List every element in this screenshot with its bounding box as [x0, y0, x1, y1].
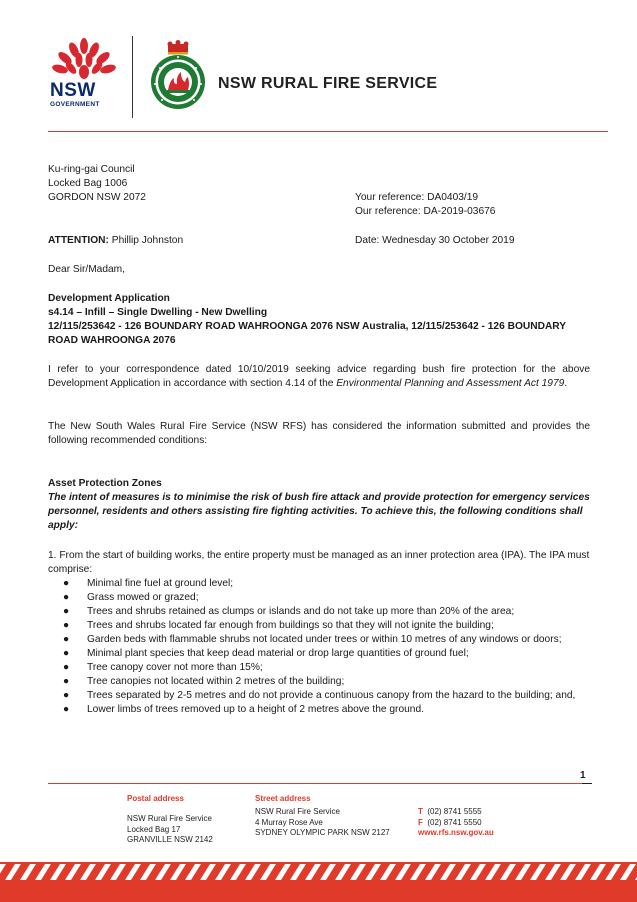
list-item-text: Trees and shrubs located far enough from buildings so that they will not ignite the building;: [87, 620, 494, 631]
waratah-icon: [46, 36, 122, 86]
list-item: [48, 647, 590, 661]
contact-block: [418, 807, 494, 839]
org-name: NSW RURAL FIRE SERVICE: [218, 75, 438, 92]
bullet-icon: ●: [63, 606, 70, 617]
postal-line: NSW Rural Fire Service: [127, 814, 212, 823]
paragraph-correspondence: [48, 363, 590, 391]
letter-date: Date: Wednesday 30 October 2019: [355, 235, 515, 246]
apz-intent: The intent of measures is to minimise the risk of bush fire attack and provide protection for emergency services personnel, residents and others assisting fire fighting activities. To achieve this, the following conditions shall apply:: [48, 492, 590, 531]
paragraph-correspondence-end: .: [564, 378, 568, 389]
subject-address: 12/115/253642 - 126 BOUNDARY ROAD WAHROONGA 2076 NSW Australia, 12/115/253642 - 126 BOUNDARY ROAD WAHROONGA 2076: [48, 321, 566, 346]
list-item-text: Tree canopies not located within 2 metres of the building;: [87, 676, 345, 687]
footer-stripe-band: [0, 862, 637, 902]
attention-line: [48, 234, 183, 248]
header-rule: [48, 131, 608, 132]
postal-address-label: Postal address: [127, 794, 184, 803]
phone-label: T: [418, 807, 423, 816]
list-item: [48, 689, 590, 703]
attention-name: Phillip Johnston: [108, 235, 184, 246]
list-item: [48, 633, 590, 647]
postal-address: [127, 814, 213, 846]
fax-label: F: [418, 817, 423, 827]
attention-label: ATTENTION:: [48, 235, 109, 246]
subject-type: s4.14 – Infill – Single Dwelling - New Dwelling: [48, 307, 268, 318]
list-item-text: Grass mowed or grazed;: [87, 592, 199, 603]
list-item-text: Lower limbs of trees removed up to a height of 2 metres above the ground.: [87, 704, 424, 715]
list-item: [48, 577, 590, 591]
bullet-icon: ●: [63, 676, 70, 687]
bullet-icon: ●: [63, 578, 70, 589]
recipient-line-3: GORDON NSW 2072: [48, 192, 146, 203]
bullet-icon: ●: [63, 690, 70, 701]
fax-number: (02) 8741 5550: [427, 817, 482, 827]
page-number: 1: [580, 770, 586, 781]
list-item-text: Tree canopy cover not more than 15%;: [87, 662, 263, 673]
list-item: [48, 605, 590, 619]
nsw-logo-government: GOVERNMENT: [50, 101, 100, 108]
apz-heading: Asset Protection Zones: [48, 478, 162, 489]
bullet-icon: ●: [63, 620, 70, 631]
subject-heading: Development Application: [48, 293, 170, 304]
street-line: SYDNEY OLYMPIC PARK NSW 2127: [255, 828, 390, 837]
street-address: [255, 807, 390, 839]
phone-line: [418, 807, 494, 818]
list-item: [48, 619, 590, 633]
ipa-requirements-list: [48, 577, 590, 717]
postal-line: GRANVILLE NSW 2142: [127, 835, 213, 844]
paragraph-correspondence-text: I refer to your correspondence dated 10/10/2019 seeking advice regarding bush fire protection for the above Development Application in accordance with section 4.14 of the: [48, 364, 590, 389]
apz-condition-1: 1. From the start of building works, the entire property must be managed as an inner protection area (IPA). The IPA must comprise:: [48, 550, 590, 575]
street-address-label: Street address: [255, 794, 311, 803]
recipient-line-2: Locked Bag 1006: [48, 178, 128, 189]
list-item-text: Garden beds with flammable shrubs not located under trees or within 10 metres of any windows or doors;: [87, 634, 562, 645]
rfs-crest-icon: [146, 40, 210, 112]
salutation: Dear Sir/Madam,: [48, 264, 125, 275]
street-line: NSW Rural Fire Service: [255, 807, 340, 816]
header-divider: [132, 36, 133, 118]
list-item: [48, 703, 590, 717]
bullet-icon: ●: [63, 648, 70, 659]
postal-line: Locked Bag 17: [127, 824, 181, 834]
bullet-icon: ●: [63, 634, 70, 645]
bullet-icon: ●: [63, 662, 70, 673]
your-reference: Your reference: DA0403/19: [355, 192, 479, 203]
act-name: Environmental Planning and Assessment Act 1979: [336, 378, 565, 389]
recipient-line-1: Ku-ring-gai Council: [48, 164, 135, 175]
list-item-text: Minimal plant species that keep dead material or drop large quantities of ground fuel;: [87, 648, 469, 659]
list-item: [48, 661, 590, 675]
page-number-rule: [582, 783, 592, 784]
list-item-text: Minimal fine fuel at ground level;: [87, 578, 234, 589]
website-link[interactable]: www.rfs.nsw.gov.au: [418, 828, 494, 837]
bullet-icon: ●: [63, 704, 70, 715]
list-item: [48, 675, 590, 689]
our-reference: Our reference: DA-2019-03676: [355, 206, 496, 217]
street-line: 4 Murray Rose Ave: [255, 817, 323, 827]
list-item-text: Trees separated by 2-5 metres and do not provide a continuous canopy from the hazard to the building; and,: [87, 690, 576, 701]
list-item-text: Trees and shrubs retained as clumps or islands and do not take up more than 20% of the area;: [87, 606, 515, 617]
nsw-logo-wordmark: NSW: [50, 80, 96, 101]
fax-line: [418, 818, 494, 829]
phone-number: (02) 8741 5555: [427, 807, 482, 816]
bullet-icon: ●: [63, 592, 70, 603]
list-item: [48, 591, 590, 605]
footer-rule: [48, 783, 582, 784]
paragraph-consideration: The New South Wales Rural Fire Service (NSW RFS) has considered the information submitted and provides the following recommended conditions:: [48, 421, 590, 446]
